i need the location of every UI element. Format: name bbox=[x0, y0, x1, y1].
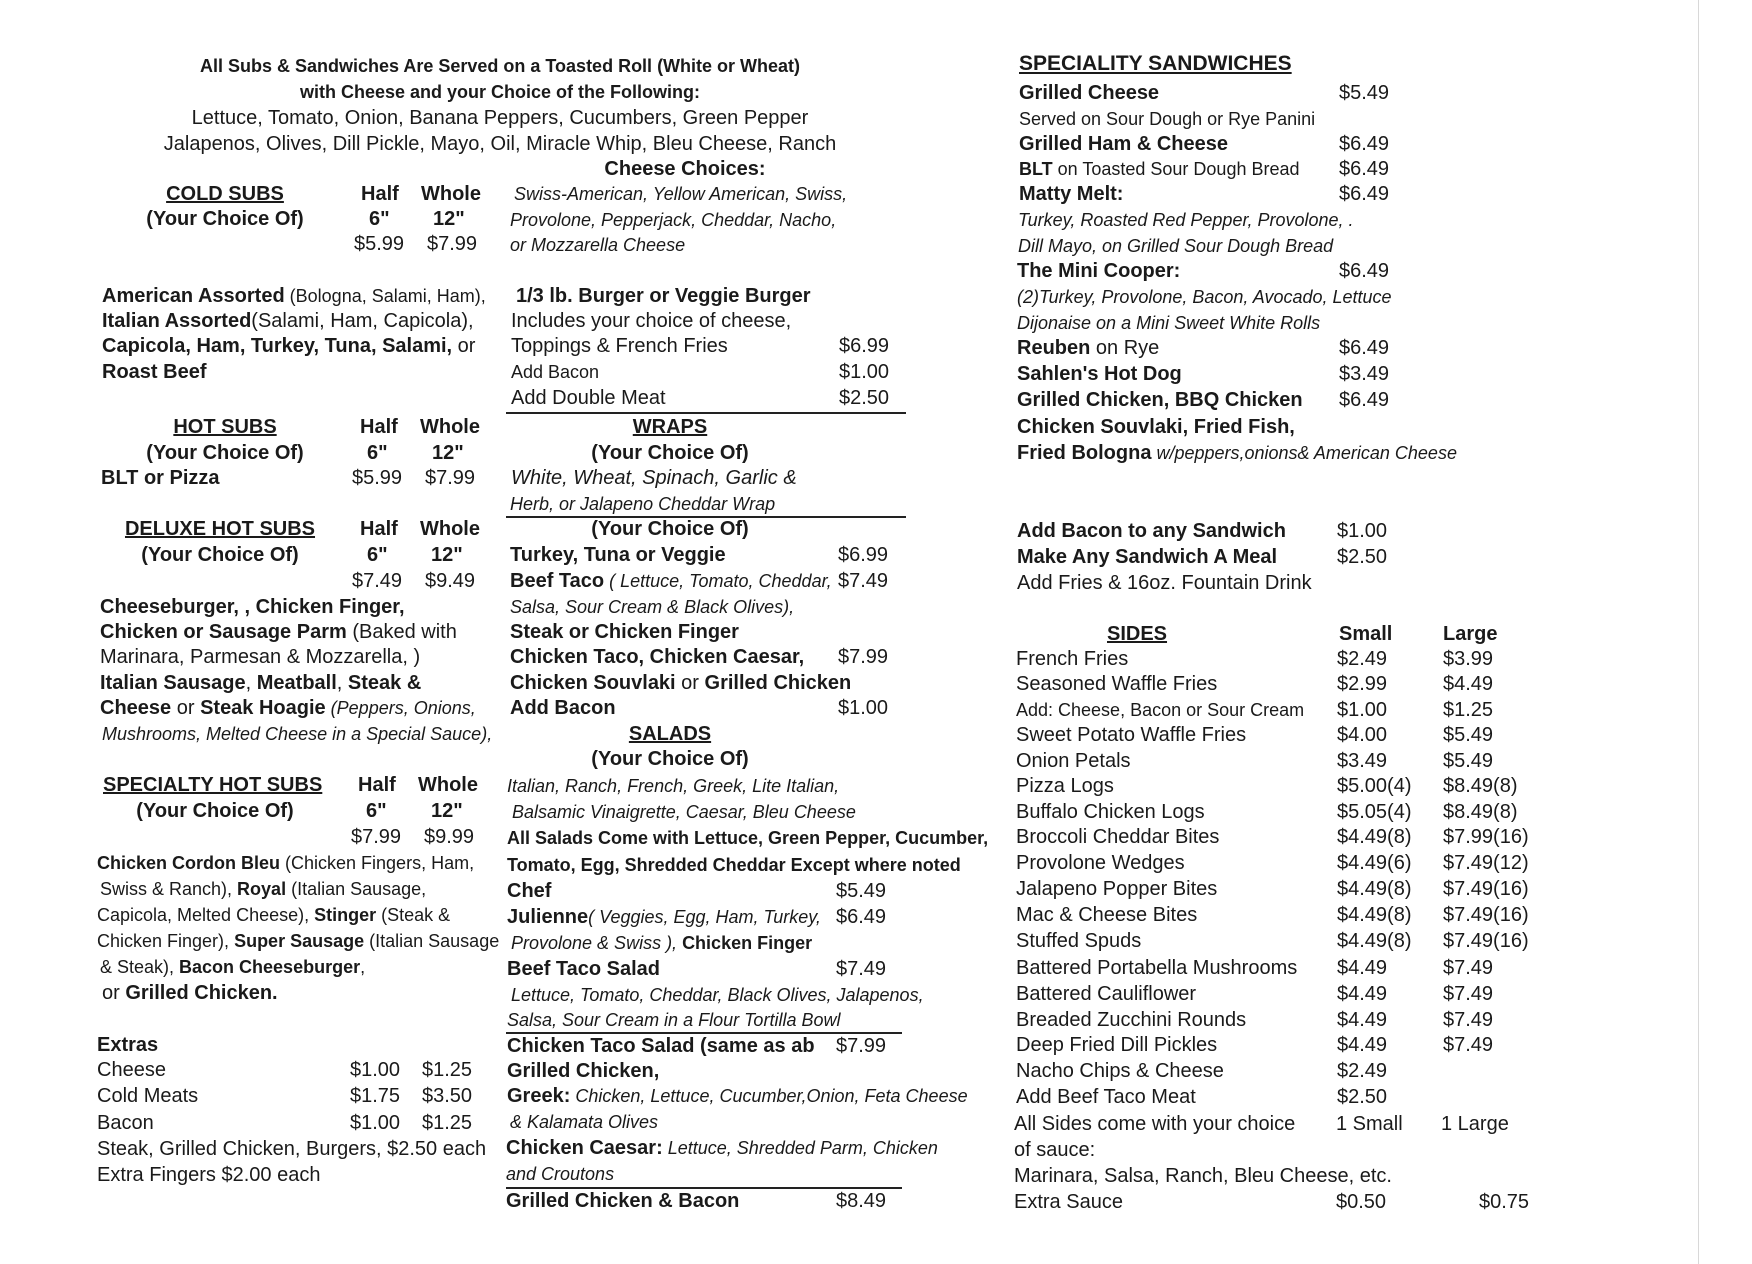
cold-whole-label: Whole bbox=[421, 183, 481, 205]
hot-half-price: $5.99 bbox=[352, 467, 403, 489]
side-small: $4.49 bbox=[1337, 983, 1388, 1005]
specialty-sandwiches-title: SPECIALITY SANDWICHES bbox=[1019, 52, 1292, 75]
ss-mini-cooper-2: Dijonaise on a Mini Sweet White Rolls bbox=[1017, 313, 1321, 333]
addon-meal: Make Any Sandwich A Meal bbox=[1017, 546, 1278, 568]
ss-matty-melt-1: Turkey, Roasted Red Pepper, Provolone, . bbox=[1018, 210, 1354, 230]
extras-cold-meats-half: $1.75 bbox=[350, 1085, 401, 1107]
ss-mini-cooper: The Mini Cooper: bbox=[1017, 260, 1181, 282]
side-name: Onion Petals bbox=[1016, 750, 1131, 772]
side-small: $1.00 bbox=[1337, 699, 1388, 721]
side-name: Seasoned Waffle Fries bbox=[1016, 673, 1218, 695]
deluxe-line-3: Marinara, Parmesan & Mozzarella, ) bbox=[100, 646, 421, 668]
salad-julienne-2: Provolone & Swiss ), Chicken Finger bbox=[511, 933, 813, 953]
deluxe-whole-price: $9.49 bbox=[425, 570, 476, 592]
cold-line-2: Italian Assorted(Salami, Ham, Capicola), bbox=[102, 310, 474, 332]
deluxe-whole-size: 12" bbox=[431, 544, 463, 566]
sides-large-label: Large bbox=[1443, 623, 1498, 645]
side-small: $4.49(8) bbox=[1337, 878, 1412, 900]
deluxe-line-4: Italian Sausage, Meatball, Steak & bbox=[100, 672, 422, 694]
side-name: Broccoli Cheddar Bites bbox=[1016, 826, 1220, 848]
hot-half-label: Half bbox=[360, 416, 398, 438]
hot-whole-price: $7.99 bbox=[425, 467, 476, 489]
sides-sauce-small: 1 Small bbox=[1336, 1113, 1403, 1135]
extra-sauce-large: $0.75 bbox=[1479, 1191, 1530, 1213]
side-large: $1.25 bbox=[1443, 699, 1494, 721]
side-name: Deep Fried Dill Pickles bbox=[1016, 1034, 1218, 1056]
salad-chicken-taco-price: $7.99 bbox=[836, 1035, 887, 1057]
side-large: $7.49 bbox=[1443, 1009, 1494, 1031]
side-name: Provolone Wedges bbox=[1016, 852, 1185, 874]
ss-matty-melt: Matty Melt: bbox=[1019, 183, 1124, 205]
salad-chef-price: $5.49 bbox=[836, 880, 887, 902]
wraps-sub: (Your Choice Of) bbox=[591, 442, 749, 464]
salad-chef: Chef bbox=[507, 880, 552, 902]
burger-line-4: Add Double Meat bbox=[511, 387, 666, 409]
extras-cheese: Cheese bbox=[97, 1059, 166, 1081]
salad-beef-taco: Beef Taco Salad bbox=[507, 958, 661, 980]
sides-sauce-3: Marinara, Salsa, Ranch, Bleu Cheese, etc. bbox=[1014, 1165, 1392, 1187]
extras-line-1: Steak, Grilled Chicken, Burgers, $2.50 each bbox=[97, 1138, 487, 1160]
ss-mini-cooper-price: $6.49 bbox=[1339, 260, 1390, 282]
deluxe-whole-label: Whole bbox=[420, 518, 480, 540]
extras-cheese-whole: $1.25 bbox=[422, 1059, 473, 1081]
ss-matty-melt-price: $6.49 bbox=[1339, 183, 1390, 205]
ss-reuben: Reuben on Rye bbox=[1017, 337, 1160, 359]
wraps-item-4: Steak or Chicken Finger bbox=[510, 621, 739, 643]
sides-sauce-1: All Sides come with your choice bbox=[1014, 1113, 1296, 1135]
cheese-line-3: or Mozzarella Cheese bbox=[510, 235, 686, 255]
cold-half-label: Half bbox=[361, 183, 399, 205]
hot-subs-sub: (Your Choice Of) bbox=[146, 442, 304, 464]
specialty-line-4: Chicken Finger), Super Sausage (Italian Sausage bbox=[97, 931, 500, 951]
side-name: Add: Cheese, Bacon or Sour Cream bbox=[1016, 700, 1305, 720]
ss-hot-dog: Sahlen's Hot Dog bbox=[1017, 363, 1182, 385]
salad-grilled-chicken-bacon: Grilled Chicken & Bacon bbox=[506, 1190, 740, 1212]
extra-sauce-small: $0.50 bbox=[1336, 1191, 1387, 1213]
wraps-price-1: $6.99 bbox=[838, 544, 889, 566]
salad-julienne-price: $6.49 bbox=[836, 906, 887, 928]
wraps-item-2: Beef Taco ( Lettuce, Tomato, Cheddar, bbox=[510, 570, 832, 592]
ss-grilled-ham-price: $6.49 bbox=[1339, 133, 1390, 155]
specialty-hot-title: SPECIALTY HOT SUBS bbox=[103, 774, 323, 796]
salads-dressings-1: Italian, Ranch, French, Greek, Lite Italian, bbox=[507, 776, 840, 796]
salads-note-2: Tomato, Egg, Shredded Cheddar Except where noted bbox=[507, 855, 961, 875]
burger-price-4: $2.50 bbox=[839, 387, 890, 409]
side-name: Jalapeno Popper Bites bbox=[1016, 878, 1218, 900]
ss-grilled-bbq: Grilled Chicken, BBQ Chicken bbox=[1017, 389, 1303, 411]
ss-grilled-bbq-price: $6.49 bbox=[1339, 389, 1390, 411]
extras-title: Extras bbox=[97, 1034, 159, 1056]
cheese-title: Cheese Choices: bbox=[604, 158, 766, 180]
side-large: $3.99 bbox=[1443, 648, 1494, 670]
cold-whole-size: 12" bbox=[433, 208, 465, 230]
ss-blt: BLT on Toasted Sour Dough Bread bbox=[1019, 159, 1300, 179]
side-name: Buffalo Chicken Logs bbox=[1016, 801, 1205, 823]
side-small: $2.99 bbox=[1337, 673, 1388, 695]
side-name: Breaded Zucchini Rounds bbox=[1016, 1009, 1247, 1031]
ss-blt-price: $6.49 bbox=[1339, 158, 1390, 180]
side-small: $4.49 bbox=[1337, 1009, 1388, 1031]
salad-chicken-caesar: Chicken Caesar: Lettuce, Shredded Parm, Chicken bbox=[506, 1137, 938, 1159]
specialty-half-price: $7.99 bbox=[351, 826, 402, 848]
side-small: $4.49 bbox=[1337, 957, 1388, 979]
side-name: Sweet Potato Waffle Fries bbox=[1016, 724, 1247, 746]
wraps-price-2: $7.49 bbox=[838, 570, 889, 592]
salad-grilled-chicken: Grilled Chicken, bbox=[507, 1060, 660, 1082]
cold-half-size: 6" bbox=[369, 208, 390, 230]
side-small: $5.05(4) bbox=[1337, 801, 1412, 823]
side-small: $4.00 bbox=[1337, 724, 1388, 746]
wraps-price-5: $7.99 bbox=[838, 646, 889, 668]
salads-dressings-2: Balsamic Vinaigrette, Caesar, Bleu Cheese bbox=[512, 802, 856, 822]
sides-sauce-large: 1 Large bbox=[1441, 1113, 1509, 1135]
wraps-item-6: Chicken Souvlaki or Grilled Chicken bbox=[510, 672, 852, 694]
salad-beef-taco-2: Salsa, Sour Cream in a Flour Tortilla Bowl bbox=[507, 1010, 841, 1030]
side-large: $5.49 bbox=[1443, 724, 1494, 746]
ss-fried-bologna: Fried Bologna w/peppers,onions& American Cheese bbox=[1017, 442, 1457, 464]
burger-line-2: Toppings & French Fries bbox=[511, 335, 728, 357]
deluxe-half-label: Half bbox=[360, 518, 398, 540]
sides-sauce-2: of sauce: bbox=[1014, 1139, 1096, 1161]
cold-line-4: Roast Beef bbox=[102, 361, 207, 383]
sides-small-label: Small bbox=[1339, 623, 1393, 645]
salad-beef-taco-price: $7.49 bbox=[836, 958, 887, 980]
side-small: $3.49 bbox=[1337, 750, 1388, 772]
extras-line-2: Extra Fingers $2.00 each bbox=[97, 1164, 321, 1186]
deluxe-line-1: Cheeseburger, , Chicken Finger, bbox=[100, 596, 405, 618]
specialty-line-1: Chicken Cordon Bleu (Chicken Fingers, Ham, bbox=[97, 853, 475, 873]
salad-julienne: Julienne( Veggies, Egg, Ham, Turkey, bbox=[507, 906, 821, 928]
extras-bacon: Bacon bbox=[97, 1112, 154, 1134]
ss-grilled-cheese-price: $5.49 bbox=[1339, 82, 1390, 104]
cold-subs-title: COLD SUBS bbox=[166, 183, 284, 205]
side-small: $4.49 bbox=[1337, 1034, 1388, 1056]
ss-grilled-ham: Grilled Ham & Cheese bbox=[1019, 133, 1228, 155]
burger-price-3: $1.00 bbox=[839, 361, 890, 383]
salad-beef-taco-1: Lettuce, Tomato, Cheddar, Black Olives, Jalapenos, bbox=[511, 985, 924, 1005]
side-small: $4.49(8) bbox=[1337, 930, 1412, 952]
extras-cheese-half: $1.00 bbox=[350, 1059, 401, 1081]
salad-grilled-chicken-bacon-price: $8.49 bbox=[836, 1190, 887, 1212]
ss-reuben-price: $6.49 bbox=[1339, 337, 1390, 359]
extras-cold-meats: Cold Meats bbox=[97, 1085, 199, 1107]
specialty-hot-sub: (Your Choice Of) bbox=[136, 800, 294, 822]
specialty-whole-label: Whole bbox=[418, 774, 478, 796]
wraps-sub-2: (Your Choice Of) bbox=[591, 518, 749, 540]
cold-subs-sub: (Your Choice Of) bbox=[146, 208, 304, 230]
hot-whole-size: 12" bbox=[432, 442, 464, 464]
side-name: Battered Cauliflower bbox=[1016, 983, 1197, 1005]
wraps-price-7: $1.00 bbox=[838, 697, 889, 719]
specialty-half-size: 6" bbox=[366, 800, 387, 822]
extras-cold-meats-whole: $3.50 bbox=[422, 1085, 473, 1107]
extras-bacon-whole: $1.25 bbox=[422, 1112, 473, 1134]
ss-matty-melt-2: Dill Mayo, on Grilled Sour Dough Bread bbox=[1018, 236, 1334, 256]
wraps-item-1: Turkey, Tuna or Veggie bbox=[510, 544, 726, 566]
cheese-line-1: Swiss-American, Yellow American, Swiss, bbox=[514, 184, 848, 204]
specialty-line-2: Swiss & Ranch), Royal (Italian Sausage, bbox=[100, 879, 427, 899]
hot-subs-title: HOT SUBS bbox=[173, 416, 277, 438]
addon-meal-price: $2.50 bbox=[1337, 546, 1388, 568]
side-large: $7.49(16) bbox=[1443, 904, 1529, 926]
addon-fries-drink: Add Fries & 16oz. Fountain Drink bbox=[1017, 572, 1312, 594]
side-large: $5.49 bbox=[1443, 750, 1494, 772]
addon-bacon: Add Bacon to any Sandwich bbox=[1017, 520, 1286, 542]
wraps-item-5: Chicken Taco, Chicken Caesar, bbox=[510, 646, 805, 668]
intro-line-3: Lettuce, Tomato, Onion, Banana Peppers, Cucumbers, Green Pepper bbox=[191, 107, 809, 129]
intro-line-2: with Cheese and your Choice of the Following: bbox=[299, 82, 701, 102]
side-large: $7.49(16) bbox=[1443, 930, 1529, 952]
hot-half-size: 6" bbox=[367, 442, 388, 464]
side-small: $2.49 bbox=[1337, 648, 1388, 670]
specialty-line-5: & Steak), Bacon Cheeseburger, bbox=[100, 957, 366, 977]
ss-chicken-souvlaki: Chicken Souvlaki, Fried Fish, bbox=[1017, 416, 1295, 438]
side-small: $4.49(8) bbox=[1337, 904, 1412, 926]
specialty-whole-size: 12" bbox=[431, 800, 463, 822]
side-large: $7.99(16) bbox=[1443, 826, 1529, 848]
extras-bacon-half: $1.00 bbox=[350, 1112, 401, 1134]
side-name: Stuffed Spuds bbox=[1016, 930, 1142, 952]
page-edge bbox=[1698, 0, 1699, 1264]
salad-greek: Greek: Chicken, Lettuce, Cucumber,Onion, Feta Cheese bbox=[507, 1085, 968, 1107]
ss-grilled-cheese-note: Served on Sour Dough or Rye Panini bbox=[1019, 109, 1316, 129]
salad-chicken-taco: Chicken Taco Salad (same as ab bbox=[507, 1035, 815, 1057]
side-name: Battered Portabella Mushrooms bbox=[1016, 957, 1298, 979]
side-name: Pizza Logs bbox=[1016, 775, 1114, 797]
intro-line-1: All Subs & Sandwiches Are Served on a Toasted Roll (White or Wheat) bbox=[199, 56, 801, 76]
side-large: $7.49(12) bbox=[1443, 852, 1529, 874]
deluxe-sub: (Your Choice Of) bbox=[141, 544, 299, 566]
deluxe-line-5: Cheese or Steak Hoagie (Peppers, Onions, bbox=[100, 697, 476, 719]
side-name: Mac & Cheese Bites bbox=[1016, 904, 1198, 926]
extra-sauce: Extra Sauce bbox=[1014, 1191, 1123, 1213]
wraps-item-3: Salsa, Sour Cream & Black Olives), bbox=[510, 597, 795, 617]
salads-sub: (Your Choice Of) bbox=[591, 748, 749, 770]
cold-line-1: American Assorted (Bologna, Salami, Ham), bbox=[102, 285, 486, 307]
side-name: Add Beef Taco Meat bbox=[1016, 1086, 1196, 1108]
addon-bacon-price: $1.00 bbox=[1337, 520, 1388, 542]
salads-title: SALADS bbox=[628, 723, 712, 745]
specialty-line-3: Capicola, Melted Cheese), Stinger (Steak & bbox=[97, 905, 451, 925]
side-large: $8.49(8) bbox=[1443, 775, 1518, 797]
salad-greek-2: & Kalamata Olives bbox=[510, 1112, 659, 1132]
side-large: $7.49 bbox=[1443, 957, 1494, 979]
burger-title: 1/3 lb. Burger or Veggie Burger bbox=[516, 285, 811, 307]
intro-line-4: Jalapenos, Olives, Dill Pickle, Mayo, Oil, Miracle Whip, Bleu Cheese, Ranch bbox=[163, 133, 837, 155]
salad-chicken-caesar-2: and Croutons bbox=[506, 1164, 615, 1184]
cold-whole-price: $7.99 bbox=[427, 233, 478, 255]
side-large: $7.49 bbox=[1443, 1034, 1494, 1056]
side-small: $2.49 bbox=[1337, 1060, 1388, 1082]
hot-whole-label: Whole bbox=[420, 416, 480, 438]
side-name: French Fries bbox=[1016, 648, 1129, 670]
ss-grilled-cheese: Grilled Cheese bbox=[1019, 82, 1160, 104]
burger-price-2: $6.99 bbox=[839, 335, 890, 357]
divider-burger bbox=[506, 412, 906, 414]
ss-mini-cooper-1: (2)Turkey, Provolone, Bacon, Avocado, Lettuce bbox=[1017, 287, 1392, 307]
sides-title: SIDES bbox=[1107, 623, 1168, 645]
side-small: $2.50 bbox=[1337, 1086, 1388, 1108]
cold-half-price: $5.99 bbox=[354, 233, 405, 255]
specialty-whole-price: $9.99 bbox=[424, 826, 475, 848]
side-large: $7.49 bbox=[1443, 983, 1494, 1005]
side-small: $4.49(6) bbox=[1337, 852, 1412, 874]
salads-note-1: All Salads Come with Lettuce, Green Pepper, Cucumber, bbox=[507, 828, 989, 848]
cheese-line-2: Provolone, Pepperjack, Cheddar, Nacho, bbox=[510, 210, 837, 230]
side-small: $4.49(8) bbox=[1337, 826, 1412, 848]
side-large: $7.49(16) bbox=[1443, 878, 1529, 900]
wraps-line-2: Herb, or Jalapeno Cheddar Wrap bbox=[510, 494, 776, 514]
hot-item: BLT or Pizza bbox=[101, 467, 220, 489]
side-name: Nacho Chips & Cheese bbox=[1016, 1060, 1224, 1082]
burger-line-1: Includes your choice of cheese, bbox=[511, 310, 792, 332]
deluxe-line-6: Mushrooms, Melted Cheese in a Special Sauce), bbox=[102, 724, 493, 744]
cold-line-3: Capicola, Ham, Turkey, Tuna, Salami, or bbox=[102, 335, 476, 357]
deluxe-line-2: Chicken or Sausage Parm (Baked with bbox=[100, 621, 457, 643]
wraps-item-7: Add Bacon bbox=[510, 697, 616, 719]
deluxe-half-size: 6" bbox=[367, 544, 388, 566]
deluxe-title: DELUXE HOT SUBS bbox=[124, 518, 316, 540]
side-small: $5.00(4) bbox=[1337, 775, 1412, 797]
wraps-line-1: White, Wheat, Spinach, Garlic & bbox=[511, 467, 797, 489]
specialty-line-6: or Grilled Chicken. bbox=[102, 982, 278, 1004]
wraps-title: WRAPS bbox=[632, 416, 708, 438]
ss-hot-dog-price: $3.49 bbox=[1339, 363, 1390, 385]
side-large: $4.49 bbox=[1443, 673, 1494, 695]
deluxe-half-price: $7.49 bbox=[352, 570, 403, 592]
burger-line-3: Add Bacon bbox=[511, 362, 600, 382]
side-large: $8.49(8) bbox=[1443, 801, 1518, 823]
specialty-half-label: Half bbox=[358, 774, 396, 796]
